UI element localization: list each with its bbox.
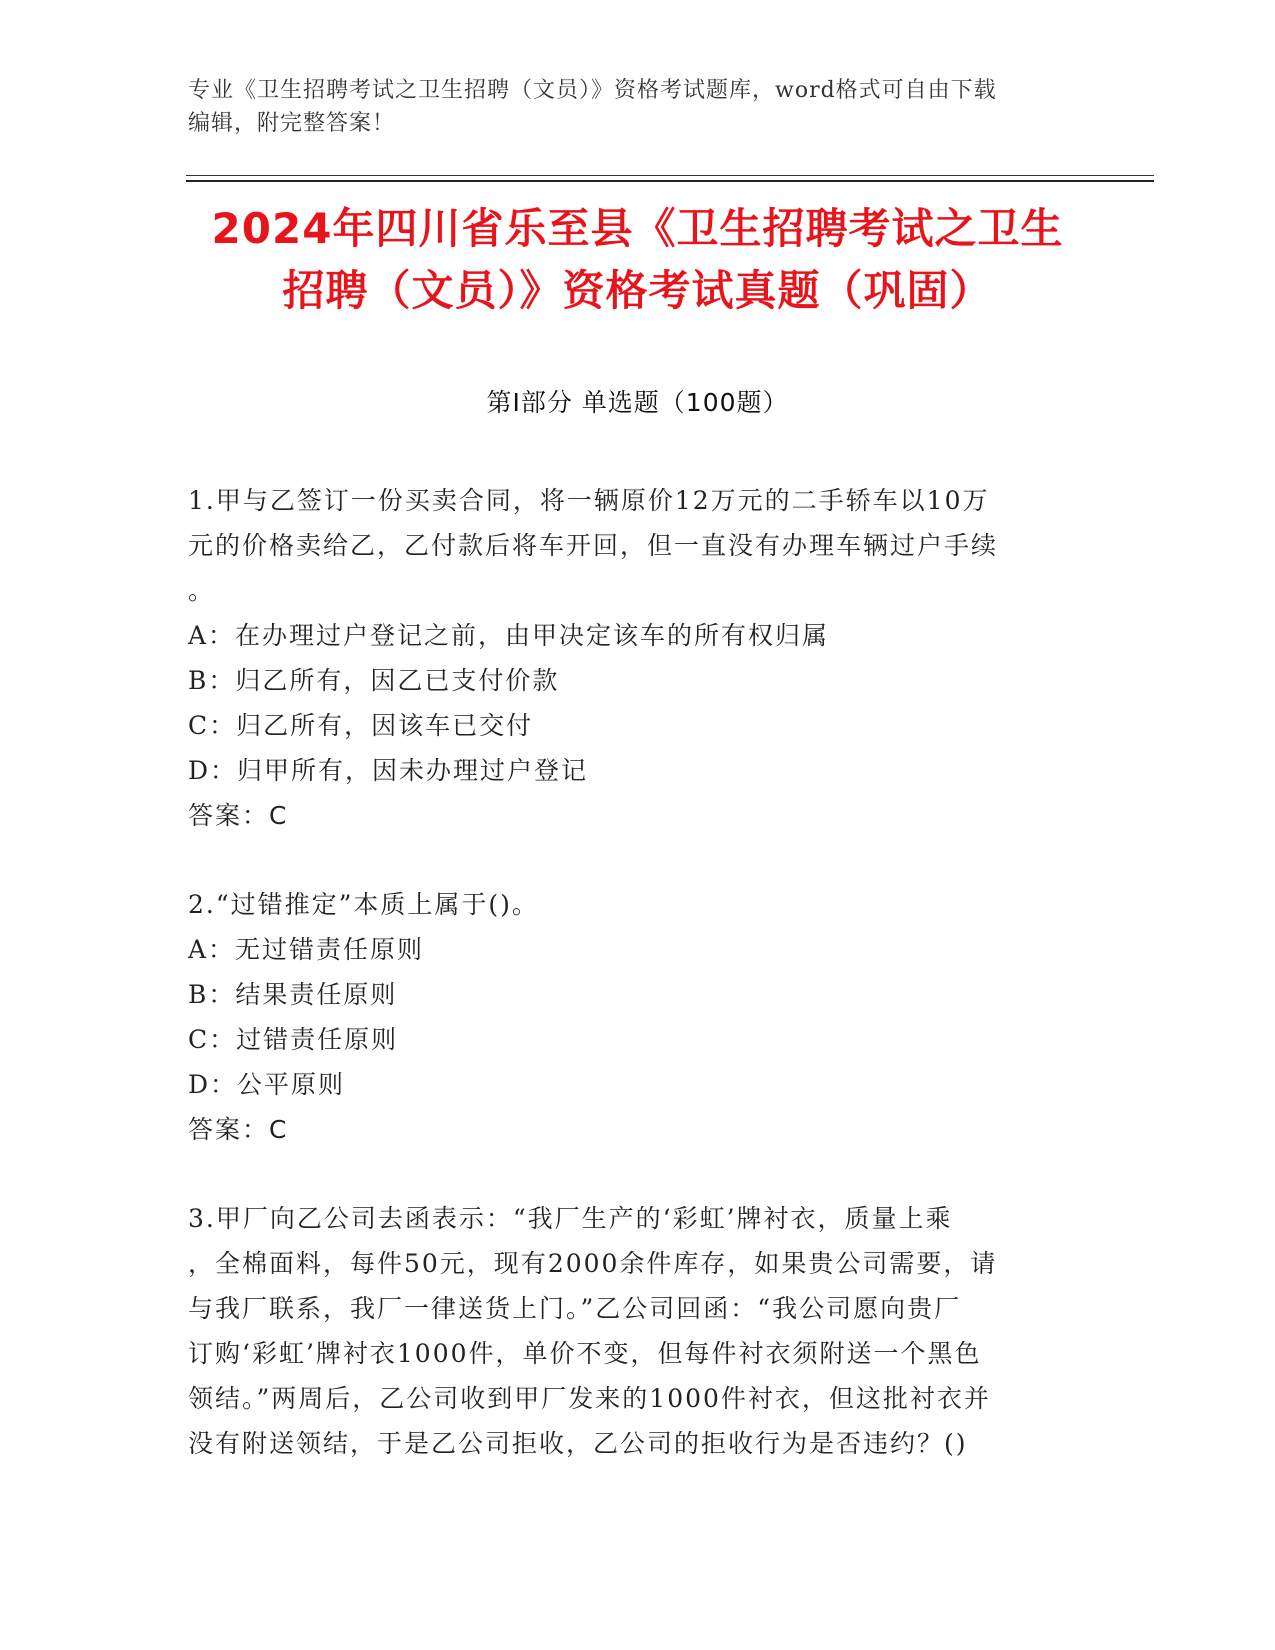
question-3 <box>188 1196 1073 1466</box>
question-1 <box>188 478 1073 838</box>
header-note <box>188 74 1088 140</box>
header-divider-thick <box>186 180 1154 182</box>
question-stem-line: 订购‘彩虹’牌衬衣1000件，单价不变，但每件衬衣须附送一个黑色 <box>188 1339 982 1368</box>
question-stem-line: ，全棉面料，每件50元，现有2000余件库存，如果贵公司需要，请 <box>188 1249 998 1278</box>
document-title-line-1: 2024年四川省乐至县《卫生招聘考试之卫生 <box>211 204 1064 253</box>
option-a: A：无过错责任原则 <box>188 935 425 964</box>
question-stem-line: 与我厂联系，我厂一律送货上门。”乙公司回函：“我公司愿向贵厂 <box>188 1294 962 1323</box>
header-note-line-1: 专业《卫生招聘考试之卫生招聘（文员）》资格考试题库，word格式可自由下载 <box>188 78 997 103</box>
section-title: 第Ⅰ部分 单选题（100题） <box>486 388 789 417</box>
question-stem-line: 元的价格卖给乙，乙付款后将车开回，但一直没有办理车辆过户手续 <box>188 531 999 560</box>
question-stem-line: 1.甲与乙签订一份买卖合同，将一辆原价12万元的二手轿车以10万 <box>188 486 990 515</box>
header-divider-thin <box>186 175 1154 176</box>
question-stem-line: 领结。”两周后，乙公司收到甲厂发来的1000件衬衣，但这批衬衣并 <box>188 1384 991 1413</box>
option-b: B：结果责任原则 <box>188 980 398 1009</box>
document-title-line-2: 招聘（文员）》资格考试真题（巩固） <box>282 266 993 315</box>
option-b: B：归乙所有，因乙已支付价款 <box>188 666 560 695</box>
answer: 答案：C <box>188 1115 289 1144</box>
question-stem-line: 没有附送领结，于是乙公司拒收，乙公司的拒收行为是否违约？() <box>188 1429 968 1458</box>
header-note-line-2: 编辑，附完整答案！ <box>188 111 396 136</box>
question-2 <box>188 882 1073 1152</box>
document-title <box>150 198 1125 322</box>
option-d: D：归甲所有，因未办理过户登记 <box>188 756 589 785</box>
option-d: D：公平原则 <box>188 1070 346 1099</box>
question-stem-line: 。 <box>188 576 216 605</box>
option-c: C：过错责任原则 <box>188 1025 399 1054</box>
answer: 答案：C <box>188 801 289 830</box>
question-stem-line: 3.甲厂向乙公司去函表示：“我厂生产的‘彩虹’牌衬衣，质量上乘 <box>188 1204 953 1233</box>
question-stem-line: 2.“过错推定”本质上属于()。 <box>188 890 539 919</box>
option-a: A：在办理过户登记之前，由甲决定该车的所有权归属 <box>188 621 830 650</box>
option-c: C：归乙所有，因该车已交付 <box>188 711 534 740</box>
